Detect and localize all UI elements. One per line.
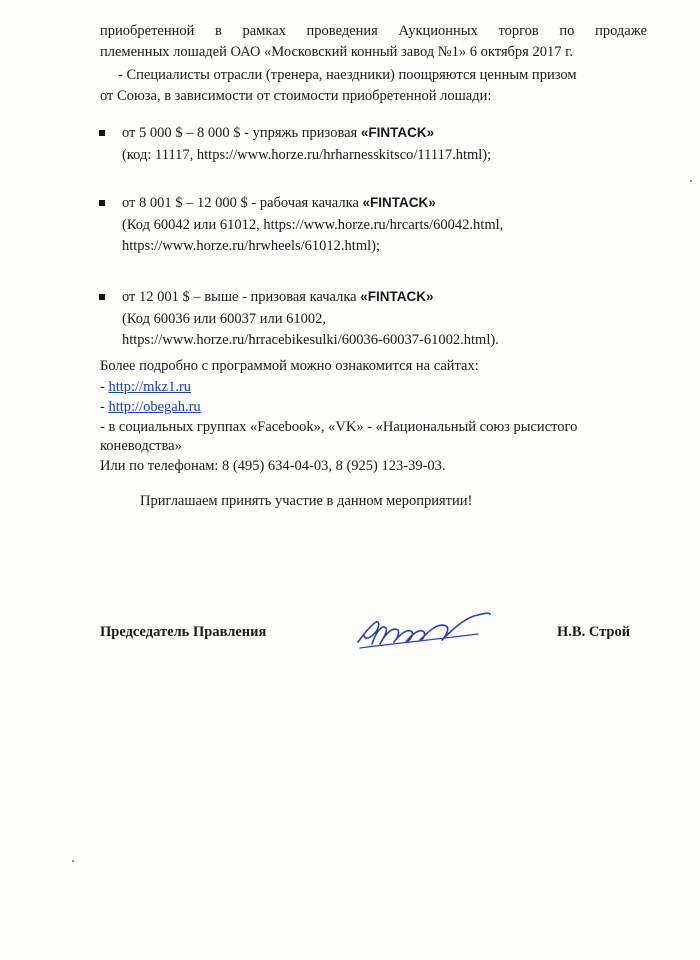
link-row-mkz1: - http://mkz1.ru — [100, 379, 192, 395]
handwritten-signature-icon — [350, 604, 500, 656]
signature-name: Н.В. Строй — [557, 624, 631, 640]
social-groups-line2: коневодства» — [100, 438, 182, 454]
link-obegah[interactable]: http://obegah.ru — [108, 399, 201, 415]
prize-3-brand: «FINTACK» — [360, 289, 434, 304]
prize-1-range: от 5 000 $ – 8 000 $ - упряжь призовая «FINTACK» — [122, 125, 435, 141]
prize-3-range: от 12 001 $ – выше - призовая качалка «FINTACK» — [122, 289, 434, 305]
prize-3-details-line1: (Код 60036 или 60037 или 61002, — [122, 311, 326, 327]
prize-3-details-line2: https://www.horze.ru/hrracebikesulki/60036-60037-61002.html). — [122, 332, 499, 348]
more-info-intro: Более подробно с программой можно ознакомится на сайтах: — [100, 358, 479, 374]
prize-2-brand: «FINTACK» — [362, 195, 436, 210]
prize-2-range: от 8 001 $ – 12 000 $ - рабочая качалка «FINTACK» — [122, 195, 436, 211]
paragraph1-line1: приобретенной в рамках проведения Аукционных торгов по продаже — [100, 23, 647, 39]
prize-1-brand: «FINTACK» — [360, 125, 435, 140]
invitation: Приглашаем принять участие в данном мероприятии! — [140, 493, 473, 509]
signature-position: Председатель Правления — [100, 624, 267, 640]
prize-1-details-line1: (код: 11117, https://www.horze.ru/hrharnesskitsco/11117.html); — [122, 147, 492, 163]
prize-2-details-line2: https://www.horze.ru/hrwheels/61012.html); — [122, 238, 381, 254]
bullet-icon — [99, 200, 105, 206]
paragraph1-line2: племенных лошадей ОАО «Московский конный завод №1» 6 октября 2017 г. — [100, 44, 574, 60]
bullet-icon — [99, 294, 105, 300]
prize-2-details-line1: (Код 60042 или 61012, https://www.horze.ru/hrcarts/60042.html, — [122, 217, 504, 233]
scan-speck — [690, 180, 692, 182]
link-mkz1[interactable]: http://mkz1.ru — [108, 379, 192, 395]
bullet-icon — [99, 130, 105, 136]
paragraph2-line2: от Союза, в зависимости от стоимости приобретенной лошади: — [100, 88, 492, 104]
paragraph2-line1: - Специалисты отрасли (тренера, наездники) поощряются ценным призом — [118, 67, 577, 83]
phones-line: Или по телефонам: 8 (495) 634-04-03, 8 (925) 123-39-03. — [100, 458, 446, 474]
scan-speck — [72, 860, 74, 862]
link-row-obegah: - http://obegah.ru — [100, 399, 201, 415]
social-groups-line1: - в социальных группах «Facebook», «VK» - «Национальный союз рысистого — [100, 419, 578, 435]
